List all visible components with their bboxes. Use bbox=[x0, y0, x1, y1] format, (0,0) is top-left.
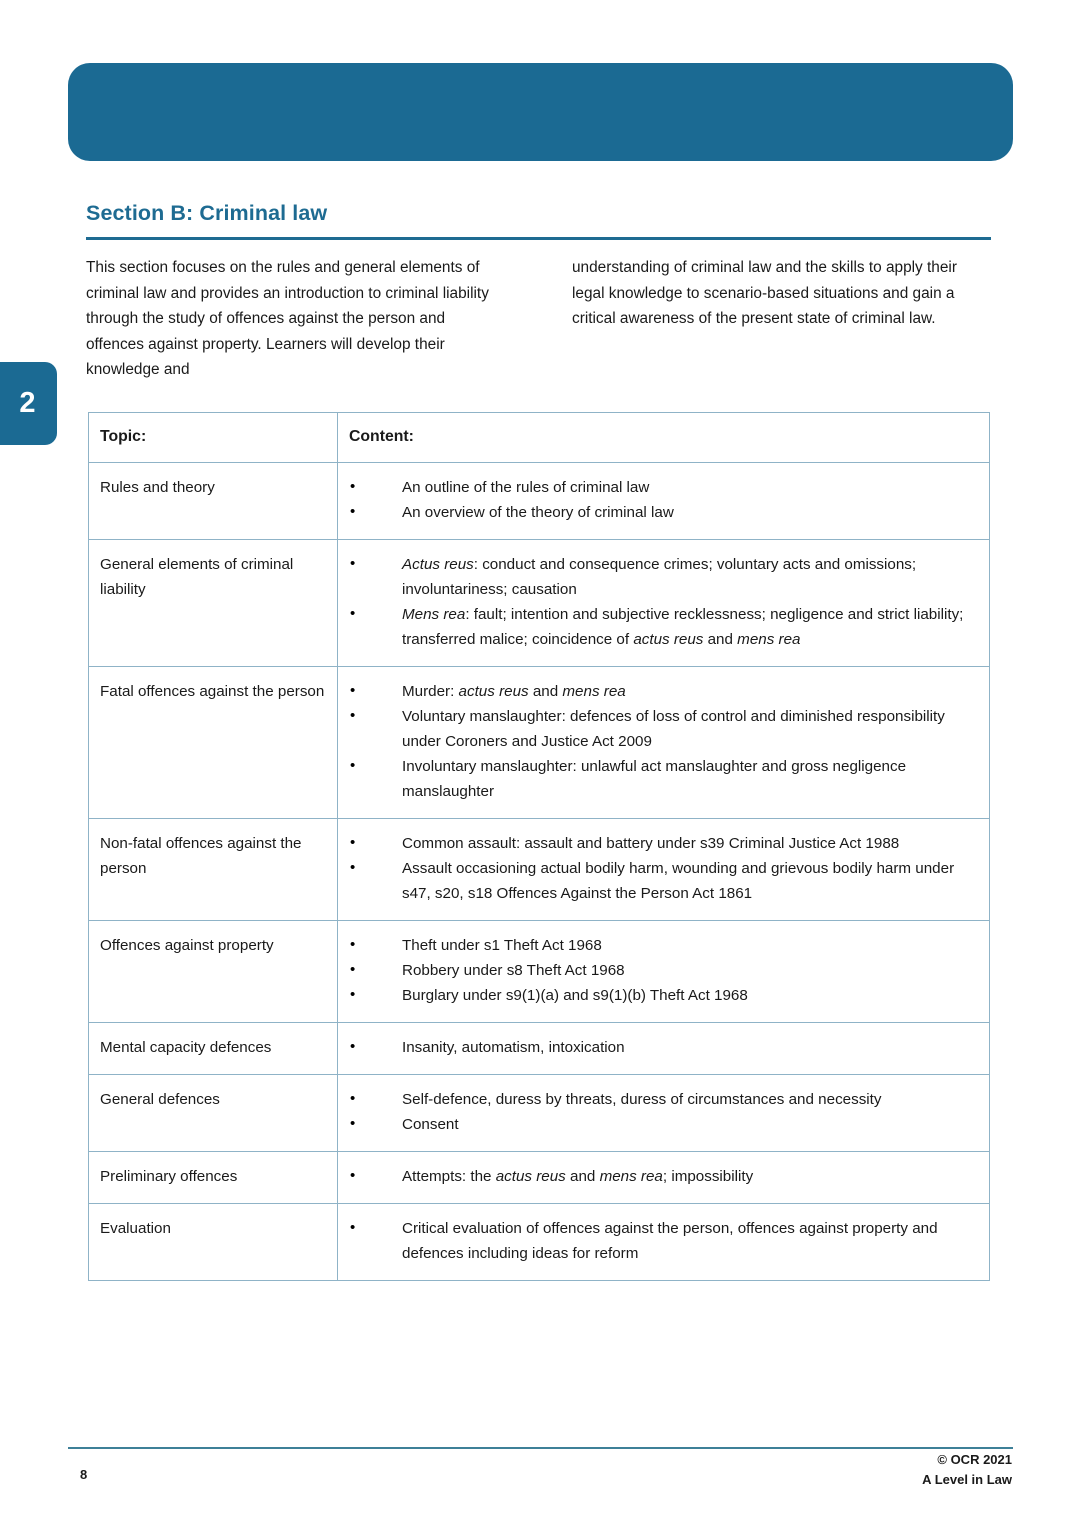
topic-cell: Mental capacity defences bbox=[89, 1023, 338, 1075]
chapter-number: 2 bbox=[19, 387, 36, 419]
chapter-side-tab bbox=[0, 362, 57, 445]
table-row bbox=[89, 1023, 990, 1075]
table-row bbox=[89, 1152, 990, 1204]
table-header-row bbox=[89, 413, 990, 463]
content-bullet-item: • Self-defence, duress by threats, duress of circumstances and necessity bbox=[338, 1087, 978, 1112]
content-bullet-item: • Theft under s1 Theft Act 1968 bbox=[338, 933, 978, 958]
content-bullet-item: • Consent bbox=[338, 1112, 978, 1137]
column-header-content: Content: bbox=[338, 413, 990, 463]
intro-column-right: understanding of criminal law and the skills to apply their legal knowledge to scenario-based situations and gain a critical awareness of the present state of criminal law. bbox=[572, 259, 957, 327]
content-bullet-item: • Attempts: the actus reus and mens rea; impossibility bbox=[338, 1164, 978, 1189]
table-row bbox=[89, 819, 990, 921]
page-header-banner bbox=[68, 63, 1013, 161]
content-cell bbox=[338, 1023, 990, 1075]
content-bullet-item: • Robbery under s8 Theft Act 1968 bbox=[338, 958, 978, 983]
content-bullet-item: • Assault occasioning actual bodily harm, wounding and grievous bodily harm under s47, s20, s18 Offences Against the Person Act 1861 bbox=[338, 856, 978, 906]
topic-cell: General defences bbox=[89, 1075, 338, 1152]
content-bullet-list bbox=[338, 1087, 978, 1137]
table-row bbox=[89, 463, 990, 540]
heading-divider bbox=[86, 237, 991, 240]
copyright-text: © OCR 2021 bbox=[937, 1452, 1012, 1467]
table-row bbox=[89, 1075, 990, 1152]
content-bullet-item: • Involuntary manslaughter: unlawful act manslaughter and gross negligence manslaughter bbox=[338, 754, 978, 804]
content-cell bbox=[338, 1152, 990, 1204]
syllabus-table bbox=[88, 412, 990, 1281]
content-cell bbox=[338, 819, 990, 921]
intro-column-left: This section focuses on the rules and general elements of criminal law and provides an introduction to criminal liability through the study of offences against the person and offences against property. Learners will develop their knowledge and bbox=[86, 259, 489, 378]
qualification-text: A Level in Law bbox=[922, 1472, 1012, 1487]
content-bullet-item: • Common assault: assault and battery under s39 Criminal Justice Act 1988 bbox=[338, 831, 978, 856]
content-bullet-list bbox=[338, 1164, 978, 1189]
topic-cell: Rules and theory bbox=[89, 463, 338, 540]
column-header-topic: Topic: bbox=[89, 413, 338, 463]
table-row bbox=[89, 921, 990, 1023]
content-bullet-item: • An overview of the theory of criminal law bbox=[338, 500, 978, 525]
content-cell bbox=[338, 1204, 990, 1281]
content-bullet-item: • Critical evaluation of offences against the person, offences against property and defences including ideas for reform bbox=[338, 1216, 978, 1266]
content-cell bbox=[338, 1075, 990, 1152]
content-bullet-item: • Actus reus: conduct and consequence crimes; voluntary acts and omissions; involuntariness; causation bbox=[338, 552, 978, 602]
table-row bbox=[89, 667, 990, 819]
topic-cell: Fatal offences against the person bbox=[89, 667, 338, 819]
footer-credits bbox=[922, 1450, 1012, 1490]
content-cell bbox=[338, 667, 990, 819]
topic-cell: Offences against property bbox=[89, 921, 338, 1023]
content-bullet-item: • Murder: actus reus and mens rea bbox=[338, 679, 978, 704]
table-body bbox=[89, 463, 990, 1281]
table-header bbox=[89, 413, 990, 463]
content-bullet-item: • Mens rea: fault; intention and subjective recklessness; negligence and strict liability; transferred malice; coincidence of actus reus and mens rea bbox=[338, 602, 978, 652]
topic-cell: Evaluation bbox=[89, 1204, 338, 1281]
content-cell bbox=[338, 921, 990, 1023]
content-bullet-item: • Burglary under s9(1)(a) and s9(1)(b) Theft Act 1968 bbox=[338, 983, 978, 1008]
footer-divider bbox=[68, 1447, 1013, 1449]
topic-cell: General elements of criminal liability bbox=[89, 540, 338, 667]
content-bullet-list bbox=[338, 1216, 978, 1266]
intro-text bbox=[86, 255, 991, 383]
table-row bbox=[89, 540, 990, 667]
content-cell bbox=[338, 540, 990, 667]
content-bullet-item: • Insanity, automatism, intoxication bbox=[338, 1035, 978, 1060]
content-cell bbox=[338, 463, 990, 540]
content-bullet-item: • An outline of the rules of criminal law bbox=[338, 475, 978, 500]
page-title: Section B: Criminal law bbox=[86, 201, 328, 225]
content-bullet-list bbox=[338, 933, 978, 1008]
content-bullet-item: • Voluntary manslaughter: defences of loss of control and diminished responsibility under Coroners and Justice Act 2009 bbox=[338, 704, 978, 754]
content-bullet-list bbox=[338, 831, 978, 906]
content-bullet-list bbox=[338, 1035, 978, 1060]
content-bullet-list bbox=[338, 552, 978, 652]
content-bullet-list bbox=[338, 679, 978, 804]
content-bullet-list bbox=[338, 475, 978, 525]
page-number: 8 bbox=[80, 1467, 88, 1482]
table-row bbox=[89, 1204, 990, 1281]
topic-cell: Preliminary offences bbox=[89, 1152, 338, 1204]
topic-cell: Non-fatal offences against the person bbox=[89, 819, 338, 921]
